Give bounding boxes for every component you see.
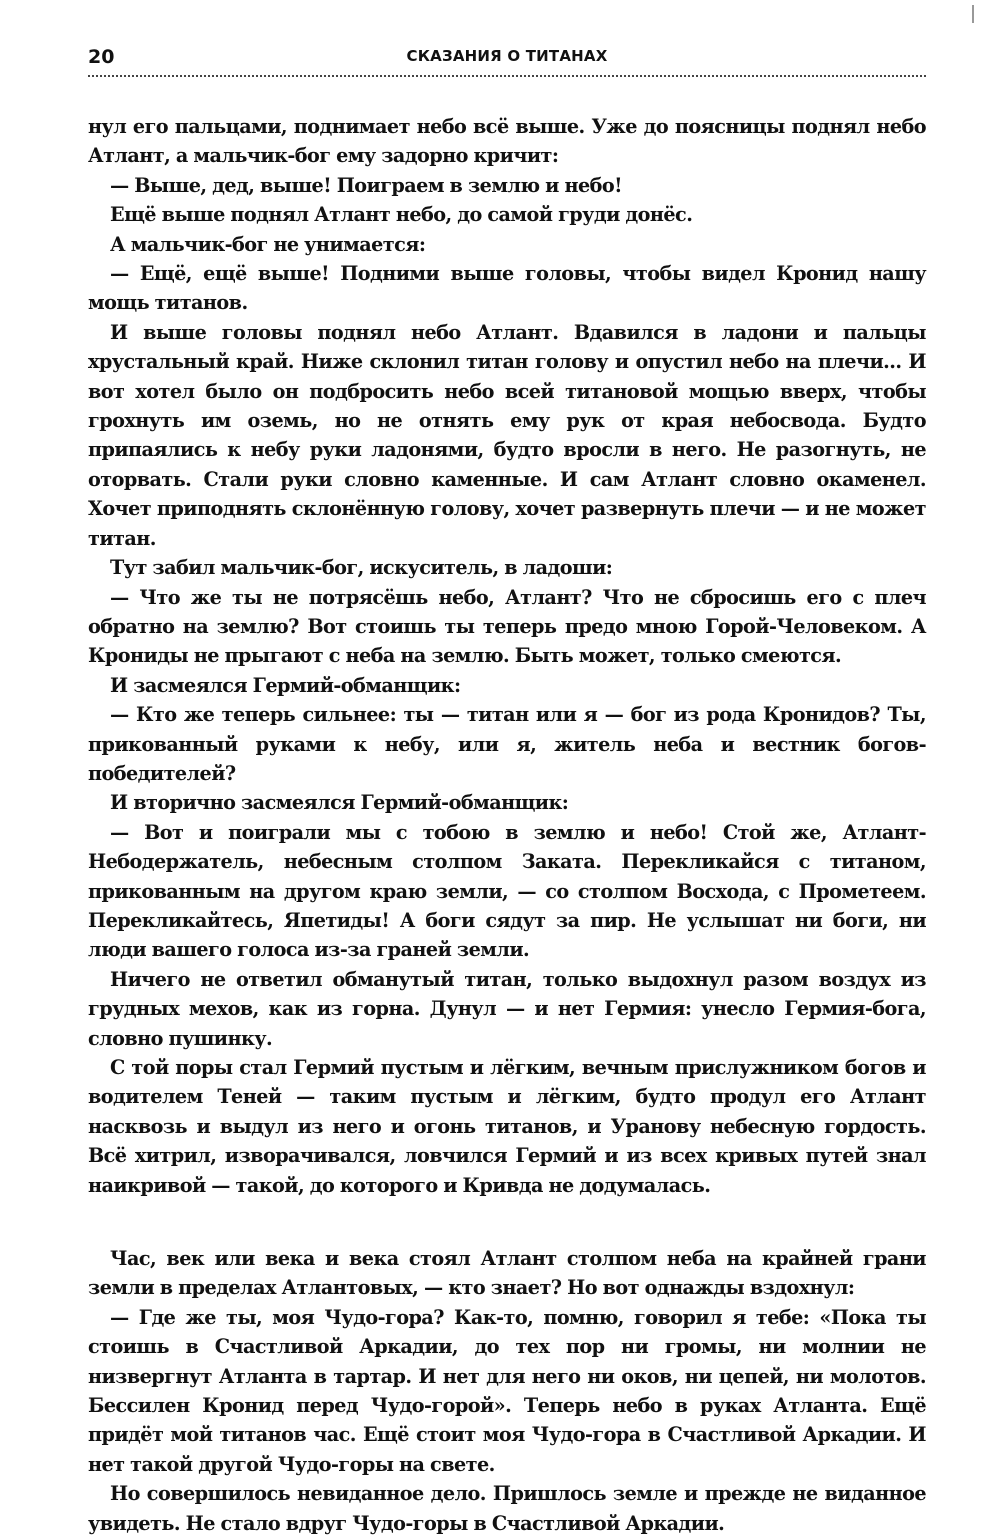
paragraph-dialogue: — Что же ты не потрясёшь небо, Атлант? Что не сбросишь его с плеч обратно на землю? Вот стоишь ты теперь предо мною Горой-Человеком. А Крониды не прыгают с неба на землю. Быть может, только смеются. — [88, 585, 926, 668]
scan-margin-mark — [972, 5, 974, 23]
page-header — [88, 46, 926, 76]
paragraph-dialogue: — Выше, дед, выше! Поиграем в землю и небо! — [110, 173, 623, 197]
header-divider — [88, 75, 926, 77]
paragraph: С той поры стал Гермий пустым и лёгким, вечным прислужником богов и водителем Теней — таким пустым и лёгким, будто продул его Атлант насквозь и выдул из него и огонь титанов, и Уранову небесную гордость. Всё хитрил, изворачивался, ловчился Гермий и из всех кривых путей знал наикривой — такой, до которого и Кривда не додумалась. — [88, 1056, 926, 1197]
paragraph: А мальчик-бог не унимается: — [110, 232, 426, 256]
paragraph: И вторично засмеялся Гермий-обманщик: — [110, 791, 569, 815]
paragraph: Тут забил мальчик-бог, искуситель, в ладоши: — [110, 556, 613, 580]
paragraph: И выше головы поднял небо Атлант. Вдавился в ладони и пальцы хрустальный край. Ниже склонил титан голову и опустил небо на плечи... И вот хотел было он подбросить небо всей титановой мощью вверх, чтобы грохнуть им оземь, но не отнять ему рук от края небосвода. Будто припаялись к небу руки ладонями, будто вросли в него. Не разогнуть, не оторвать. Стали руки словно каменные. И сам Атлант словно окаменел. Хочет приподнять склонённую голову, хочет развернуть плечи — и не может титан. — [88, 320, 926, 550]
paragraph: нул его пальцами, поднимает небо всё выше. Уже до поясницы поднял небо Атлант, а мальчик-бог ему задорно кричит: — [88, 115, 926, 168]
paragraph-dialogue: — Кто же теперь сильнее: ты — титан или я — бог из рода Кронидов? Ты, прикованный руками к небу, или я, житель неба и вестник богов-победителей? — [88, 703, 926, 785]
page-body — [88, 112, 926, 1538]
running-title: СКАЗАНИЯ О ТИТАНАХ — [406, 47, 608, 65]
paragraph-dialogue: — Вот и поиграли мы с тобою в землю и небо! Стой же, Атлант-Небодержатель, небесным столпом Заката. Перекликайся с титаном, прикованным на другом краю земли, — со столпом Восхода, с Прометеем. Перекликайтесь, Япетиды! А боги сядут за пир. Не услышат ни боги, ни люди вашего голоса из-за граней земли. — [88, 820, 926, 962]
paragraph: Ничего не ответил обманутый титан, только выдохнул разом воздух из грудных мехов, как из горна. Дунул — и нет Гермия: унесло Гермия-бога, словно пушинку. — [88, 967, 926, 1050]
paragraph: И засмеялся Гермий-обманщик: — [110, 673, 461, 697]
paragraph: Ещё выше поднял Атлант небо, до самой груди донёс. — [110, 203, 693, 227]
paragraph: Час, век или века и века стоял Атлант столпом неба на крайней грани земли в пределах Атлантовых, — кто знает? Но вот однажды вздохнул: — [88, 1247, 926, 1300]
paragraph: Но совершилось невиданное дело. Пришлось земле и прежде не виданное увидеть. Не стало вдруг Чудо-горы в Счастливой Аркадии. — [88, 1482, 926, 1535]
section-break — [88, 1200, 926, 1244]
paragraph-dialogue: — Ещё, ещё выше! Подними выше головы, чтобы видел Кронид нашу мощь титанов. — [88, 262, 926, 315]
paragraph-dialogue: — Где же ты, моя Чудо-гора? Как-то, помню, говорил я тебе: «Пока ты стоишь в Счастливой Аркадии, до тех пор ни громы, ни молнии не низвергнут Атланта в тартар. И нет для него ни оков, ни цепей, ни молотов. Бессилен Кронид перед Чудо-горой». Теперь небо в руках Атланта. Ещё придёт мой титанов час. Ещё стоит моя Чудо-гора в Счастливой Аркадии. И нет такой другой Чудо-горы на свете. — [88, 1305, 926, 1476]
page-number: 20 — [88, 46, 115, 68]
